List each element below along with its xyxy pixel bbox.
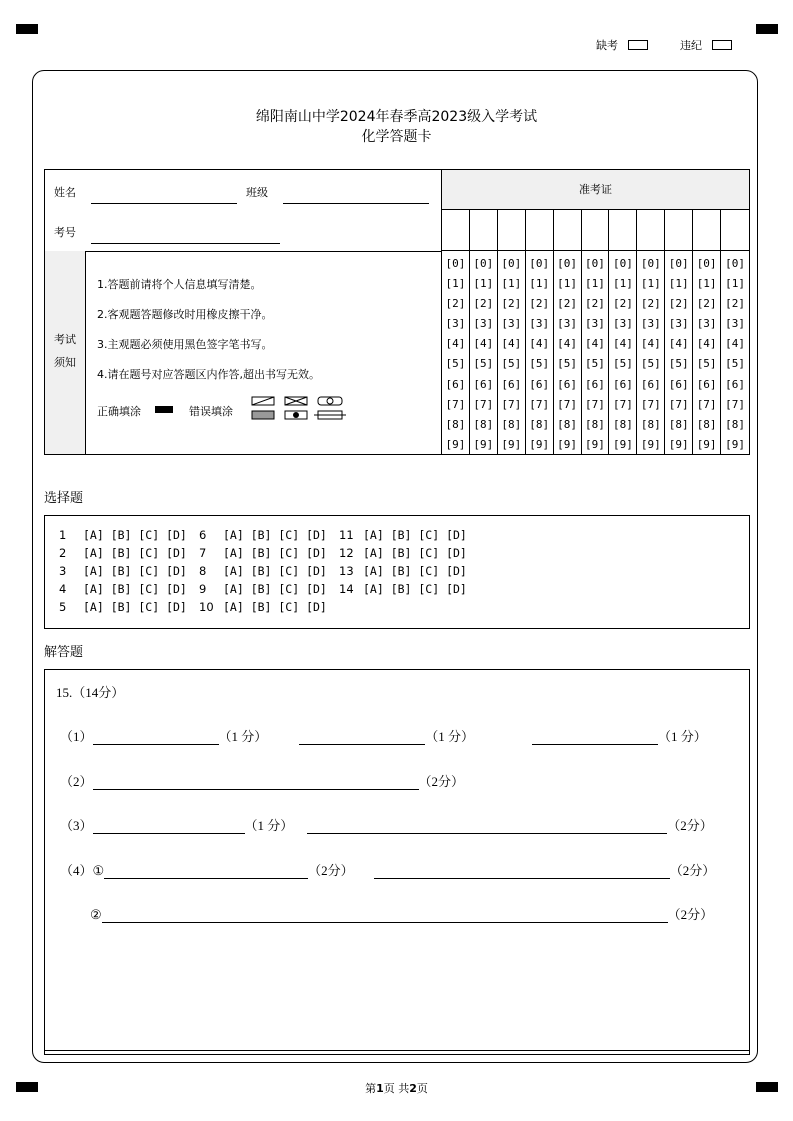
digit-bubble[interactable]: [1]: [529, 277, 550, 291]
registration-mark: [756, 24, 778, 34]
digit-bubble[interactable]: [9]: [473, 437, 494, 451]
page-prefix: 第: [365, 1082, 377, 1095]
part3-label: （3）: [60, 818, 93, 833]
digit-bubble[interactable]: [7]: [445, 397, 466, 411]
note-item: 3.主观题必须使用黑色签字笔书写。: [97, 338, 273, 351]
digit-bubble[interactable]: [7]: [529, 397, 550, 411]
digit-bubble[interactable]: [8]: [725, 417, 745, 431]
digit-bubble[interactable]: [6]: [696, 377, 717, 391]
score-label: （1 分）: [658, 729, 707, 744]
answer-options[interactable]: [A] [B] [C] [D]: [363, 564, 467, 578]
digit-bubble[interactable]: [8]: [668, 417, 689, 431]
digit-bubble[interactable]: [1]: [501, 277, 522, 291]
digit-bubble[interactable]: [4]: [501, 337, 522, 351]
digit-bubble[interactable]: [3]: [473, 317, 494, 331]
digit-bubble[interactable]: [2]: [725, 297, 745, 311]
class-input[interactable]: [283, 203, 429, 204]
digit-bubble[interactable]: [6]: [640, 377, 661, 391]
admission-write-row: [442, 210, 749, 251]
digit-bubble[interactable]: [8]: [585, 417, 605, 431]
digit-bubble[interactable]: [0]: [473, 257, 494, 270]
admission-digit-column: [665, 251, 693, 454]
digit-bubble[interactable]: [4]: [725, 337, 745, 351]
page-indicator: [0, 1080, 793, 1096]
digit-bubble[interactable]: [2]: [612, 297, 633, 311]
admission-digit-column: [526, 251, 554, 454]
choice-question-row[interactable]: [199, 582, 327, 596]
choice-question-row[interactable]: [339, 528, 467, 542]
digit-bubble[interactable]: [1]: [640, 277, 661, 291]
admission-digit-write-cell[interactable]: [609, 210, 637, 251]
choice-question-row[interactable]: [339, 582, 467, 596]
admission-digit-column: [582, 251, 610, 454]
digit-bubble[interactable]: [8]: [473, 417, 494, 431]
digit-bubble[interactable]: [5]: [529, 357, 550, 371]
digit-bubble[interactable]: [5]: [725, 357, 745, 371]
digit-bubble[interactable]: [0]: [529, 257, 550, 270]
digit-bubble[interactable]: [3]: [529, 317, 550, 331]
answer-options[interactable]: [A] [B] [C] [D]: [223, 528, 327, 542]
question-number: 7: [199, 546, 207, 560]
digit-bubble[interactable]: [3]: [668, 317, 689, 331]
q15-part1: [60, 726, 707, 745]
admission-digit-write-cell[interactable]: [582, 210, 610, 251]
digit-bubble[interactable]: [2]: [668, 297, 689, 311]
digit-bubble[interactable]: [9]: [612, 437, 633, 451]
digit-bubble[interactable]: [1]: [557, 277, 578, 291]
answer-options[interactable]: [A] [B] [C] [D]: [83, 528, 187, 542]
digit-bubble[interactable]: [2]: [445, 297, 466, 311]
digit-bubble[interactable]: [6]: [585, 377, 605, 391]
wrong-fill-label: 错误填涂: [189, 405, 233, 418]
admission-digit-column: [470, 251, 498, 454]
digit-bubble[interactable]: [9]: [640, 437, 661, 451]
choice-question-row[interactable]: [199, 528, 327, 542]
admission-digit-column: [442, 251, 470, 454]
q15-part4: [60, 860, 715, 879]
digit-bubble[interactable]: [9]: [668, 437, 689, 451]
page-current: 1: [376, 1082, 384, 1095]
exam-no-label: 考号: [54, 226, 76, 239]
digit-bubble[interactable]: [6]: [557, 377, 578, 391]
digit-bubble[interactable]: [5]: [585, 357, 605, 371]
digit-bubble[interactable]: [2]: [640, 297, 661, 311]
digit-bubble[interactable]: [0]: [696, 257, 717, 270]
digit-bubble[interactable]: [5]: [696, 357, 717, 371]
violation-field: [680, 37, 732, 53]
digit-bubble[interactable]: [0]: [585, 257, 605, 270]
digit-bubble[interactable]: [1]: [696, 277, 717, 291]
admission-digit-write-cell[interactable]: [526, 210, 554, 251]
digit-bubble[interactable]: [0]: [557, 257, 578, 270]
admission-number-header: 准考证: [442, 170, 749, 210]
digit-bubble[interactable]: [4]: [473, 337, 494, 351]
question-number: 14: [339, 582, 354, 596]
admission-digit-column: [693, 251, 721, 454]
answer-options[interactable]: [A] [B] [C] [D]: [223, 600, 327, 614]
question-number: 13: [339, 564, 354, 578]
student-info-table: [44, 169, 750, 455]
question-number: 11: [339, 528, 354, 542]
digit-bubble[interactable]: [2]: [696, 297, 717, 311]
question-number: 1: [59, 528, 67, 542]
digit-bubble[interactable]: [4]: [529, 337, 550, 351]
answer-options[interactable]: [A] [B] [C] [D]: [83, 564, 187, 578]
digit-bubble[interactable]: [9]: [445, 437, 466, 451]
part3-blank-b[interactable]: [307, 819, 667, 834]
digit-bubble[interactable]: [8]: [696, 417, 717, 431]
admission-digit-write-cell[interactable]: [693, 210, 721, 251]
digit-bubble[interactable]: [1]: [445, 277, 466, 291]
digit-bubble[interactable]: [1]: [585, 277, 605, 291]
score-label: （1 分）: [425, 729, 475, 744]
note-item: 1.答题前请将个人信息填写清楚。: [97, 278, 262, 291]
digit-bubble[interactable]: [6]: [445, 377, 466, 391]
q15-part2: [60, 771, 464, 790]
admission-digit-column: [609, 251, 637, 454]
digit-bubble[interactable]: [4]: [585, 337, 605, 351]
digit-bubble[interactable]: [3]: [501, 317, 522, 331]
digit-bubble[interactable]: [8]: [529, 417, 550, 431]
page-suffix: 页: [416, 1082, 428, 1095]
digit-bubble[interactable]: [3]: [557, 317, 578, 331]
digit-bubble[interactable]: [0]: [501, 257, 522, 270]
choice-question-row[interactable]: [339, 546, 467, 560]
digit-bubble[interactable]: [4]: [445, 337, 466, 351]
digit-bubble[interactable]: [0]: [725, 257, 745, 270]
name-label: 姓名: [54, 186, 76, 199]
digit-bubble[interactable]: [2]: [529, 297, 550, 311]
digit-bubble[interactable]: [5]: [501, 357, 522, 371]
score-label: （2分）: [418, 774, 465, 789]
digit-bubble[interactable]: [4]: [640, 337, 661, 351]
digit-bubble[interactable]: [7]: [640, 397, 661, 411]
answer-options[interactable]: [A] [B] [C] [D]: [363, 582, 467, 596]
exam-title: 绵阳南山中学2024年春季高2023级入学考试: [255, 109, 538, 125]
digit-bubble[interactable]: [5]: [557, 357, 578, 371]
digit-bubble[interactable]: [9]: [696, 437, 717, 451]
q15-part4-2: [90, 904, 713, 923]
digit-bubble[interactable]: [6]: [501, 377, 522, 391]
digit-bubble[interactable]: [8]: [501, 417, 522, 431]
digit-bubble[interactable]: [3]: [612, 317, 633, 331]
note-item: 4.请在题号对应答题区内作答,超出书写无效。: [97, 368, 320, 381]
question-number: 12: [339, 546, 354, 560]
digit-bubble[interactable]: [2]: [557, 297, 578, 311]
q15-title: 15.（14分）: [56, 685, 125, 700]
violation-checkbox[interactable]: [712, 40, 732, 50]
digit-bubble[interactable]: [7]: [612, 397, 633, 411]
absent-field: [596, 37, 648, 53]
digit-bubble[interactable]: [9]: [725, 437, 745, 451]
part2-label: （2）: [60, 774, 93, 789]
digit-bubble[interactable]: [7]: [696, 397, 717, 411]
digit-bubble[interactable]: [2]: [501, 297, 522, 311]
exam-no-input[interactable]: [91, 243, 280, 244]
score-label: （2分）: [667, 818, 713, 833]
question-number: 9: [199, 582, 207, 596]
note-item: 2.客观题答题修改时用橡皮擦干净。: [97, 308, 273, 321]
choice-answer-box: [44, 515, 750, 629]
question-number: 8: [199, 564, 207, 578]
digit-bubble[interactable]: [4]: [557, 337, 578, 351]
digit-bubble[interactable]: [0]: [668, 257, 689, 270]
question-number: 3: [59, 564, 67, 578]
choice-question-row[interactable]: [59, 600, 187, 614]
answer-options[interactable]: [A] [B] [C] [D]: [223, 564, 327, 578]
notice-label-line1: 考试: [54, 333, 76, 346]
notice-label-line2: 须知: [54, 356, 76, 369]
digit-bubble[interactable]: [3]: [585, 317, 605, 331]
part4-blank-3[interactable]: [102, 908, 668, 923]
choice-question-row[interactable]: [339, 564, 467, 578]
part1-label: （1）: [60, 729, 93, 744]
admission-digit-write-cell[interactable]: [554, 210, 582, 251]
digit-bubble[interactable]: [4]: [696, 337, 717, 351]
digit-bubble[interactable]: [3]: [696, 317, 717, 331]
correct-fill-sample-icon: [155, 406, 173, 413]
digit-bubble[interactable]: [3]: [640, 317, 661, 331]
admission-bubble-grid: [442, 251, 749, 454]
digit-bubble[interactable]: [8]: [640, 417, 661, 431]
digit-bubble[interactable]: [0]: [612, 257, 633, 270]
class-label: 班级: [246, 186, 268, 199]
digit-bubble[interactable]: [6]: [529, 377, 550, 391]
admission-digit-write-cell[interactable]: [470, 210, 498, 251]
digit-bubble[interactable]: [3]: [445, 317, 466, 331]
choice-question-row[interactable]: [199, 546, 327, 560]
digit-bubble[interactable]: [9]: [585, 437, 605, 451]
admission-digit-write-cell[interactable]: [721, 210, 749, 251]
admission-digit-column: [498, 251, 526, 454]
admission-digit-column: [554, 251, 582, 454]
digit-bubble[interactable]: [1]: [668, 277, 689, 291]
choice-question-row[interactable]: [199, 600, 327, 614]
digit-bubble[interactable]: [4]: [668, 337, 689, 351]
choice-question-row[interactable]: [59, 582, 187, 596]
choice-question-row[interactable]: [199, 564, 327, 578]
page-total: 2: [409, 1082, 417, 1095]
answer-options[interactable]: [A] [B] [C] [D]: [83, 582, 187, 596]
answer-section-title: 解答题: [44, 645, 84, 660]
question-number: 5: [59, 600, 67, 614]
digit-bubble[interactable]: [4]: [612, 337, 633, 351]
digit-bubble[interactable]: [7]: [585, 397, 605, 411]
digit-bubble[interactable]: [7]: [473, 397, 494, 411]
violation-label: 违纪: [680, 39, 702, 52]
admission-digit-write-cell[interactable]: [442, 210, 470, 251]
digit-bubble[interactable]: [8]: [445, 417, 466, 431]
score-label: （1 分）: [218, 729, 268, 744]
admission-digit-column: [637, 251, 665, 454]
score-label: （2分）: [669, 863, 716, 878]
part1-blank-b[interactable]: [299, 730, 425, 745]
choice-question-row[interactable]: [59, 546, 187, 560]
digit-bubble[interactable]: [3]: [725, 317, 745, 331]
digit-bubble[interactable]: [0]: [640, 257, 661, 270]
score-label: （2分）: [667, 907, 714, 922]
sub2-label: ②: [90, 907, 102, 922]
digit-bubble[interactable]: [2]: [473, 297, 494, 311]
digit-bubble[interactable]: [6]: [473, 377, 494, 391]
exam-notice-label: [45, 251, 86, 454]
correct-fill-label: 正确填涂: [97, 405, 141, 418]
sub1-label: ①: [92, 863, 105, 878]
digit-bubble[interactable]: [9]: [529, 437, 550, 451]
part4-blank-1[interactable]: [104, 864, 308, 879]
admission-digit-write-cell[interactable]: [637, 210, 665, 251]
part1-blank-a[interactable]: [93, 730, 219, 745]
digit-bubble[interactable]: [7]: [725, 397, 745, 411]
answer-options[interactable]: [A] [B] [C] [D]: [363, 546, 467, 560]
digit-bubble[interactable]: [8]: [557, 417, 578, 431]
digit-bubble[interactable]: [9]: [557, 437, 578, 451]
digit-bubble[interactable]: [6]: [612, 377, 633, 391]
page-mid: 页 共: [383, 1082, 410, 1095]
score-label: （2分）: [308, 863, 354, 878]
q15-part3: [60, 815, 713, 834]
answer-options[interactable]: [A] [B] [C] [D]: [83, 546, 187, 560]
digit-bubble[interactable]: [7]: [501, 397, 522, 411]
digit-bubble[interactable]: [5]: [445, 357, 466, 371]
digit-bubble[interactable]: [5]: [612, 357, 633, 371]
digit-bubble[interactable]: [7]: [557, 397, 578, 411]
absent-checkbox[interactable]: [628, 40, 648, 50]
digit-bubble[interactable]: [8]: [612, 417, 633, 431]
part2-blank[interactable]: [93, 775, 419, 790]
choice-section-title: 选择题: [44, 491, 84, 506]
question-number: 4: [59, 582, 67, 596]
wrong-fill-samples-icon: [250, 395, 350, 423]
digit-bubble[interactable]: [5]: [640, 357, 661, 371]
digit-bubble[interactable]: [5]: [668, 357, 689, 371]
part1-blank-c[interactable]: [532, 730, 658, 745]
question-number: 2: [59, 546, 67, 560]
question-number: 10: [199, 600, 214, 614]
admission-digit-write-cell[interactable]: [665, 210, 693, 251]
digit-bubble[interactable]: [7]: [668, 397, 689, 411]
name-input[interactable]: [91, 203, 237, 204]
digit-bubble[interactable]: [1]: [612, 277, 633, 291]
answer-options[interactable]: [A] [B] [C] [D]: [223, 546, 327, 560]
digit-bubble[interactable]: [9]: [501, 437, 522, 451]
score-label: （1 分）: [244, 818, 294, 833]
digit-bubble[interactable]: [2]: [585, 297, 605, 311]
choice-question-row[interactable]: [59, 564, 187, 578]
digit-bubble[interactable]: [1]: [473, 277, 494, 291]
digit-bubble[interactable]: [5]: [473, 357, 494, 371]
digit-bubble[interactable]: [6]: [668, 377, 689, 391]
admission-digit-write-cell[interactable]: [498, 210, 526, 251]
admission-digit-column: [721, 251, 749, 454]
part4-label: （4）: [60, 863, 93, 878]
card-subtitle: 化学答题卡: [361, 129, 432, 145]
answer-options[interactable]: [A] [B] [C] [D]: [223, 582, 327, 596]
absent-label: 缺考: [596, 39, 618, 52]
part3-blank-a[interactable]: [93, 819, 245, 834]
digit-bubble[interactable]: [1]: [725, 277, 745, 291]
answer-options[interactable]: [A] [B] [C] [D]: [363, 528, 467, 542]
registration-mark: [16, 24, 38, 34]
question-number: 6: [199, 528, 207, 542]
answer-options[interactable]: [A] [B] [C] [D]: [83, 600, 187, 614]
part4-blank-2[interactable]: [374, 864, 670, 879]
digit-bubble[interactable]: [0]: [445, 257, 466, 270]
choice-question-row[interactable]: [59, 528, 187, 542]
digit-bubble[interactable]: [6]: [725, 377, 745, 391]
